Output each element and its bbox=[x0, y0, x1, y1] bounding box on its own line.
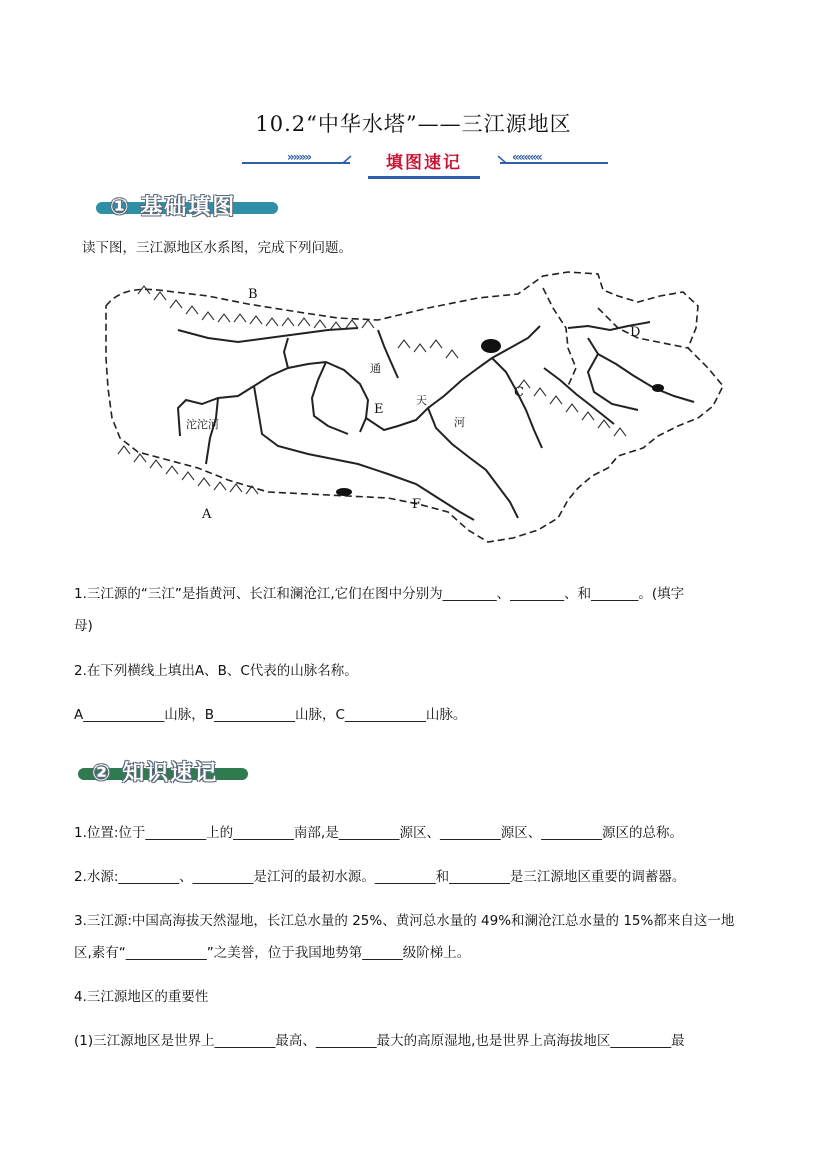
map-label-a: A bbox=[202, 507, 212, 522]
knowledge-3-line2: 区,素有“____________”之美誉，位于我国地势第______级阶梯上。 bbox=[74, 945, 471, 961]
banner-arrows-right: ««««« bbox=[512, 150, 541, 164]
section2-heading-text: ② 知识速记 bbox=[92, 761, 219, 786]
map-label-tian: 天 bbox=[416, 394, 427, 407]
map-label-c: C bbox=[514, 385, 524, 400]
knowledge-2: 2.水源:_________、_________是江河的最初水源。_________和_________是三江源地区重要的调蓄器。 bbox=[74, 869, 686, 885]
banner-underline bbox=[368, 176, 480, 179]
map-label-e: E bbox=[374, 402, 384, 417]
river-map bbox=[98, 268, 726, 550]
map-label-tuotuohe: 沱沱河 bbox=[186, 418, 219, 431]
knowledge-4-1: (1)三江源地区是世界上_________最高、_________最大的高原湿地,也是世界上高海拔地区_________最 bbox=[74, 1033, 685, 1049]
map-label-b: B bbox=[248, 287, 258, 302]
question-2: 2.在下列横线上填出A、B、C代表的山脉名称。 bbox=[74, 663, 358, 679]
map-label-f: F bbox=[412, 497, 422, 512]
question-2-blanks: A____________山脉，B____________山脉，C____________山脉。 bbox=[74, 707, 467, 723]
knowledge-4: 4.三江源地区的重要性 bbox=[74, 989, 209, 1005]
question-1-line2: 母) bbox=[74, 618, 93, 634]
map-label-he: 河 bbox=[454, 416, 465, 429]
mountain-ranges bbox=[118, 286, 626, 494]
map-label-d: D bbox=[630, 325, 641, 340]
section1-heading-text: ① 基础填图 bbox=[110, 195, 237, 220]
knowledge-1: 1.位置:位于_________上的_________南部,是_________源区、_________源区、_________源区的总称。 bbox=[74, 825, 683, 841]
section2-heading bbox=[78, 758, 248, 788]
banner-label: 填图速记 bbox=[386, 153, 462, 173]
question-1-line1: 1.三江源的“三江”是指黄河、长江和澜沧江,它们在图中分别为________、________、和_______。(填字 bbox=[74, 586, 685, 602]
knowledge-3-line1: 3.三江源:中国高海拔天然湿地，长江总水量的 25%、黄河总水量的 49%和澜沧江总水量的 15%都来自这一地 bbox=[74, 913, 735, 929]
page-title: 10.2“中华水塔”——三江源地区 bbox=[255, 112, 572, 136]
map-label-tong: 通 bbox=[370, 362, 381, 375]
banner-arrows-left: »»»» bbox=[287, 150, 311, 164]
section1-heading bbox=[96, 192, 278, 222]
section1-intro: 读下图，三江源地区水系图，完成下列问题。 bbox=[82, 240, 352, 256]
